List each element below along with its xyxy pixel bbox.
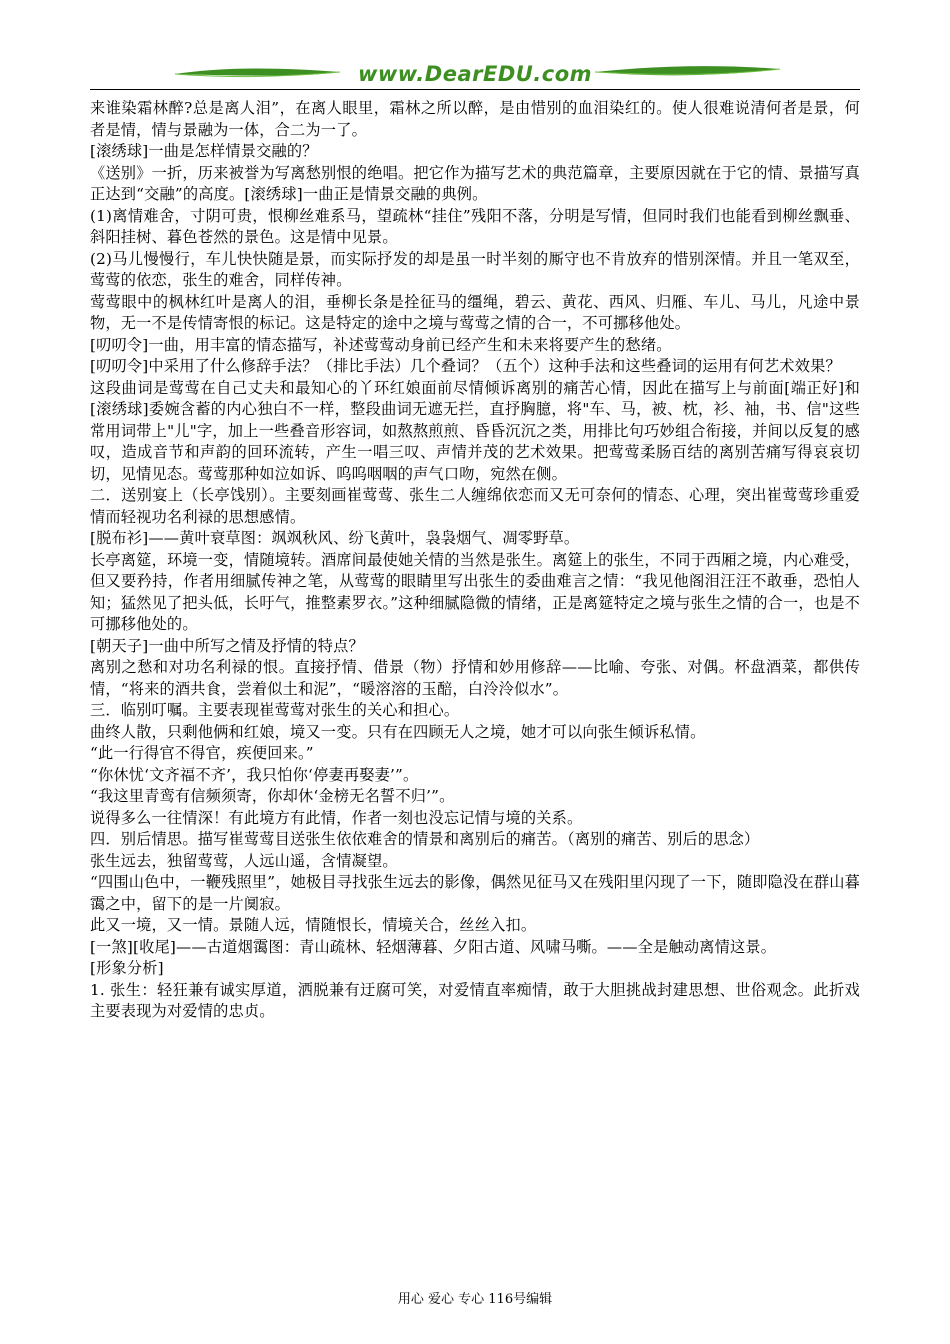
paragraph: [朝天子]一曲中所写之情及抒情的特点？	[90, 636, 364, 655]
section-heading: 三．临别叮嘱。主要表现崔莺莺对张生的关心和担心。	[90, 701, 460, 719]
paragraph: 1. 张生：轻狂兼有诚实厚道，洒脱兼有迂腐可笑，对爱情直率痴情，敢于大胆挑战封建思想、世俗观念。此折戏主要表现为对爱情的忠贞。	[90, 980, 860, 1020]
quote-line: “我这里青鸾有信频须寄，你却休‘金榜无名誓不归’”。	[90, 787, 455, 805]
paragraph: “四围山色中，一鞭残照里”，她极目寻找张生远去的影像，偶然见征马又在残阳里闪现了一下，随即隐没在群山暮霭之中，留下的是一片阒寂。	[90, 873, 860, 913]
paragraph: [一煞][收尾]——古道烟霭图：青山疏林、轻烟薄暮、夕阳古道、风啸马嘶。——全是触动离情这景。	[90, 937, 777, 956]
paragraph: [叨叨令]一曲，用丰富的情态描写，补述莺莺动身前已经产生和未来将要产生的愁绪。	[90, 335, 672, 354]
quote-line: “你休忧‘文齐福不齐’，我只怕你‘停妻再娶妻’”。	[90, 765, 419, 784]
paragraph: 离别之愁和对功名利禄的恨。直接抒情、借景（物）抒情和妙用修辞——比喻、夸张、对偶。杯盘酒菜，都供传情，“将来的酒共食，尝着似土和泥”，“暖溶溶的玉醅，白泠泠似水”。	[90, 658, 860, 698]
paragraph: [脱布衫]——黄叶衰草图：飒飒秋风、纷飞黄叶，袅袅烟气、凋零野草。	[90, 529, 580, 547]
header-divider	[90, 89, 860, 90]
site-name[interactable]: www.DearEDU.com	[357, 62, 593, 86]
page-header	[90, 58, 860, 92]
quote-line: “此一行得官不得官，疾便回来。”	[90, 744, 314, 762]
paragraph: 此又一境，又一情。景随人远，情随恨长，情境关合，丝丝入扣。	[90, 916, 537, 934]
paragraph: (1)离情难舍，寸阴可贵，恨柳丝难系马，望疏林“挂住”残阳不落，分明是写情，但同时我们也能看到柳丝飘垂、斜阳挂树、暮色苍然的景色。这是情中见景。	[90, 206, 860, 246]
paragraph: 张生远去，独留莺莺，人远山遥，含情凝望。	[90, 851, 398, 870]
paragraph: 莺莺眼中的枫林红叶是离人的泪，垂柳长条是拴征马的缰绳，碧云、黄花、西风、归雁、车儿、马儿，凡途中景物，无一不是传情寄恨的标记。这是特定的途中之境与莺莺之情的合一，不可挪移他处。	[90, 292, 860, 332]
section-heading: 四．别后情思。描写崔莺莺目送张生依依难舍的情景和离别后的痛苦。（离别的痛苦、别后的思念）	[90, 830, 760, 848]
section-heading: 二．送别宴上（长亭饯别）。主要刻画崔莺莺、张生二人缠绵依恋而又无可奈何的情态、心理，突出崔莺莺珍重爱情而轻视功名利禄的思想感情。	[90, 486, 860, 526]
document-body	[90, 98, 860, 1023]
paragraph: [滚绣球]一曲是怎样情景交融的？	[90, 142, 318, 160]
paragraph: 这段曲词是莺莺在自己丈夫和最知心的丫环红娘面前尽情倾诉离别的痛苦心情，因此在描写上与前面[端正好]和[滚绣球]委婉含蓄的内心独白不一样，整段曲词无遮无拦，直抒胸臆，将"车、马，被、枕，衫、袖，书、信"这些常用词带上"儿"字，加上一些叠音形容词，如熬熬煎煎、昏昏沉沉之类，用排比句巧妙组合衔接，并间以反复的感叹，造成音节和声韵的回环流转，产生一唱三叹、声情并茂的艺术效果。把莺莺柔肠百结的离别苦痛写得哀哀切切，见情见态。莺莺那种如泣如诉、呜呜咽咽的声气口吻，宛然在侧。	[90, 378, 860, 483]
paragraph: 说得多么一往情深！有此境方有此情，作者一刻也没忘记情与境的关系。	[90, 808, 583, 827]
paragraph: 曲终人散，只剩他俩和红娘，境又一变。只有在四顾无人之境，她才可以向张生倾诉私情。	[90, 722, 706, 741]
page-footer: 用心 爱心 专心 116号编辑	[397, 1292, 553, 1307]
paragraph: 来谁染霜林醉?总是离人泪”，在离人眼里，霜林之所以醉，是由惜别的血泪染红的。使人很难说清何者是景，何者是情，情与景融为一体，合二为一了。	[90, 99, 860, 139]
paragraph: 长亭离筵，环境一变，情随境转。酒席间最使她关情的当然是张生。离筵上的张生，不同于西厢之境，内心难受，但又要矜持，作者用细腻传神之笔，从莺莺的眼睛里写出张生的委曲难言之情：“我见他阁泪汪汪不敢垂，恐怕人知；猛然见了把头低，长吁气，推整素罗衣。”这种细腻隐微的情绪，正是离筵特定之境与张生之情的合一，也是不可挪移他处的。	[90, 550, 860, 633]
paragraph: [形象分析]	[90, 959, 164, 977]
paragraph: 《送别》一折，历来被誉为写离愁别恨的绝唱。把它作为描写艺术的典范篇章，主要原因就在于它的情、景描写真正达到“交融”的高度。[滚绣球]一曲正是情景交融的典例。	[90, 163, 860, 203]
paragraph: [叨叨令]中采用了什么修辞手法？（排比手法）几个叠词？（五个）这种手法和这些叠词的运用有何艺术效果？	[90, 357, 841, 375]
paragraph: (2)马儿慢慢行，车儿快快随是景，而实际抒发的却是虽一时半刻的厮守也不肯放弃的惜别深情。并且一笔双至，莺莺的依恋，张生的难舍，同样传神。	[90, 249, 860, 289]
